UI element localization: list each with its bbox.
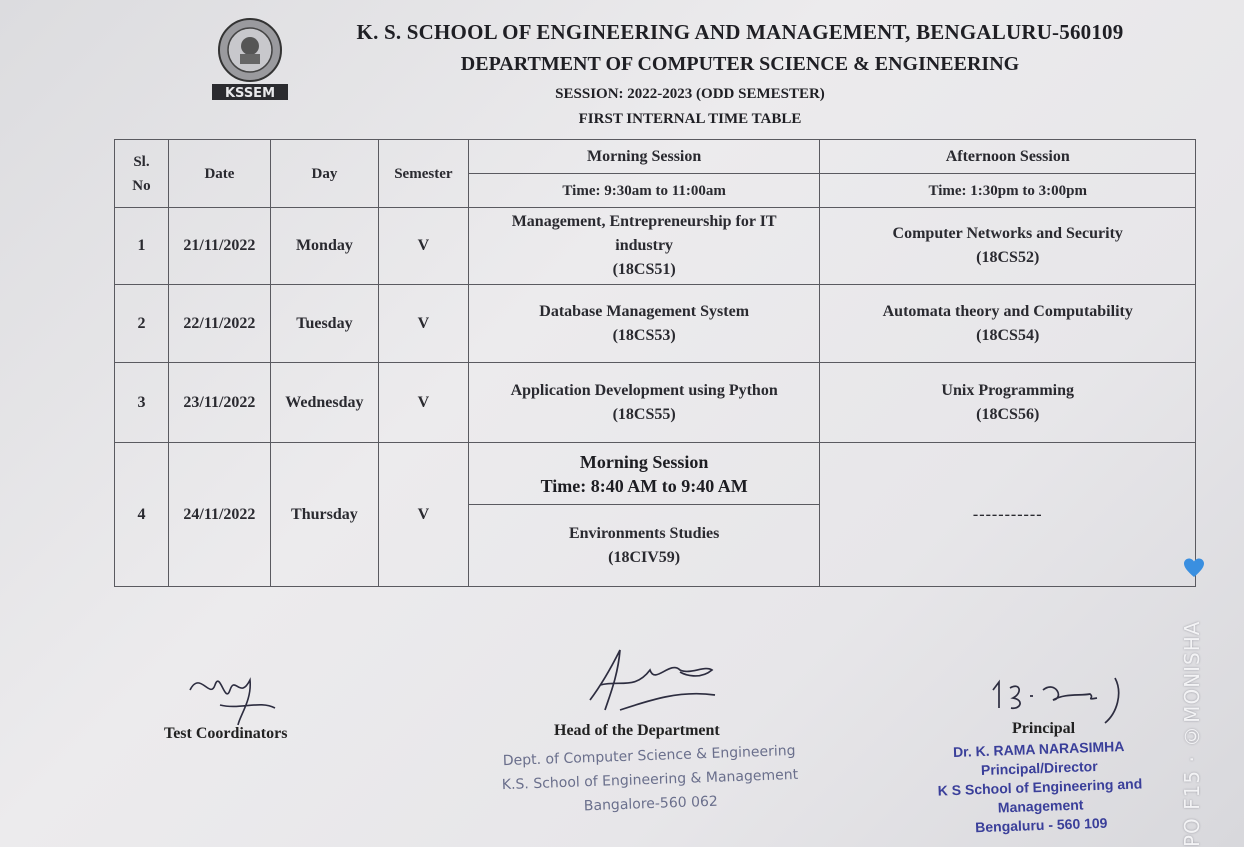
subject-line1: Environments Studies <box>568 524 720 542</box>
row-morning-subject <box>468 505 820 587</box>
row-morning-subject <box>468 363 820 443</box>
row-date: 22/11/2022 <box>168 285 270 363</box>
row-day: Thursday <box>270 443 378 587</box>
coordinator-signature <box>180 660 290 730</box>
subject-line1: Computer Networks and Security <box>892 225 1123 242</box>
row-semester: V <box>378 285 468 363</box>
hod-stamp <box>499 739 801 821</box>
session-heading: Morning Session <box>579 451 709 472</box>
principal-label: Principal <box>1012 720 1076 737</box>
row-day: Wednesday <box>270 363 378 443</box>
table-row <box>115 285 1196 363</box>
row-sl: 4 <box>115 443 169 587</box>
principal-stamp <box>898 735 1181 840</box>
subject-line1: Automata theory and Computability <box>882 302 1133 320</box>
table-row <box>115 363 1196 443</box>
row-morning-session-time <box>468 443 820 505</box>
subject-line1: Application Development using Python <box>510 381 778 399</box>
principal-name: Dr. K. RAMA NARASIMHA <box>952 738 1125 761</box>
hod-stamp-line1: Dept. of Computer Science & Engineering <box>502 742 796 770</box>
principal-city: Bengaluru - 560 109 <box>974 814 1108 836</box>
row-morning-subject <box>468 285 820 363</box>
subject-code: (18CIV59) <box>608 548 681 566</box>
logo-text: KSSEM <box>224 86 276 101</box>
row-day: Monday <box>270 208 378 285</box>
subject-code: (18CS55) <box>612 405 676 423</box>
row-afternoon-subject <box>820 208 1196 285</box>
col-semester: Semester <box>378 140 468 208</box>
row-date: 21/11/2022 <box>168 208 270 285</box>
row-date: 23/11/2022 <box>168 363 270 443</box>
subject-line1: Management, Entrepreneurship for IT <box>511 213 777 230</box>
row-day: Tuesday <box>270 285 378 363</box>
college-logo <box>210 16 290 102</box>
subject-code: (18CS52) <box>976 249 1040 266</box>
morning-time: Time: 9:30am to 11:00am <box>468 174 820 208</box>
col-date: Date <box>168 140 270 208</box>
row-sl: 1 <box>115 208 169 285</box>
col-day: Day <box>270 140 378 208</box>
subject-line1: Unix Programming <box>941 381 1075 399</box>
row-sl: 3 <box>115 363 169 443</box>
hod-signature <box>580 640 730 720</box>
subject-code: (18CS54) <box>976 326 1040 344</box>
session-time: Time: 8:40 AM to 9:40 AM <box>540 475 748 496</box>
row-semester: V <box>378 208 468 285</box>
session-label: SESSION: 2022-2023 (ODD SEMESTER) <box>555 86 825 102</box>
subject-code: (18CS53) <box>612 326 676 344</box>
department-name: DEPARTMENT OF COMPUTER SCIENCE & ENGINEERING <box>460 53 1020 75</box>
col-slno <box>115 140 169 208</box>
row-date: 24/11/2022 <box>168 443 270 587</box>
row-sl: 2 <box>115 285 169 363</box>
row-afternoon-subject <box>820 285 1196 363</box>
document-title: FIRST INTERNAL TIME TABLE <box>578 111 802 127</box>
col-slno-line2: No <box>132 177 151 194</box>
subject-code: (18CS56) <box>976 405 1040 423</box>
watermark: PO F15 · ©MONISHA <box>1180 620 1204 847</box>
subject-line2: industry <box>615 237 674 254</box>
subject-code: (18CS51) <box>612 261 676 278</box>
afternoon-time: Time: 1:30pm to 3:00pm <box>820 174 1196 208</box>
timetable <box>114 139 1196 587</box>
row-afternoon-subject <box>820 363 1196 443</box>
heart-icon <box>1182 556 1206 580</box>
col-morning: Morning Session <box>468 140 820 174</box>
college-name: K. S. SCHOOL OF ENGINEERING AND MANAGEMENT, BENGALURU-560109 <box>356 20 1124 44</box>
principal-signature <box>985 668 1145 728</box>
header-row <box>115 140 1196 174</box>
col-afternoon: Afternoon Session <box>820 140 1196 174</box>
table-row <box>115 208 1196 285</box>
hod-stamp-line2: K.S. School of Engineering & Management <box>501 766 799 794</box>
col-slno-line1: Sl. <box>133 153 150 170</box>
principal-institution: K S School of Engineering and Management <box>937 775 1143 816</box>
table-row <box>115 443 1196 505</box>
row-afternoon-empty: ----------- <box>820 443 1196 587</box>
hod-stamp-line3: Bangalore-560 062 <box>583 793 719 815</box>
hod-label: Head of the Department <box>554 722 720 739</box>
coordinators-label: Test Coordinators <box>164 725 288 742</box>
row-semester: V <box>378 363 468 443</box>
row-morning-subject <box>468 208 820 285</box>
principal-title: Principal/Director <box>980 757 1098 779</box>
subject-line1: Database Management System <box>539 302 750 320</box>
row-semester: V <box>378 443 468 587</box>
